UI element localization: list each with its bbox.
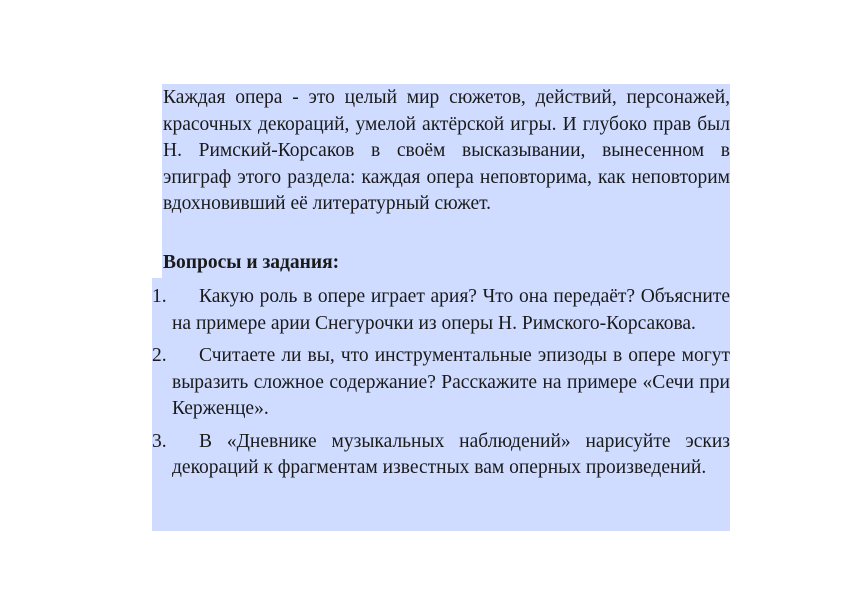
question-item [152, 284, 730, 337]
question-text: Считаете ли вы, что инструментальные эпизоды в опере могут выразить сложное содержание? Расскажите на примере «Сечи при Керженце». [172, 345, 730, 419]
intro-paragraph: Каждая опера - это целый мир сюжетов, действий, персонажей, красочных декораций, умелой актёрской игры. И глубоко прав был Н. Римский-Корсаков в своём высказывании, вынесенном в эпиграф этого раздела: каждая опера неповторима, как неповторим вдохновивший её литературный сюжет. [163, 87, 730, 214]
question-item [152, 343, 730, 423]
question-item [152, 429, 730, 482]
questions-list [152, 284, 730, 488]
question-text: В «Дневнике музыкальных наблюдений» нарисуйте эскиз декораций к фрагментам известных вам оперных произведений. [172, 430, 730, 478]
question-number: 1. [152, 286, 167, 307]
questions-heading: Вопросы и задания: [163, 252, 340, 273]
question-number: 3. [152, 430, 167, 452]
question-number: 2. [152, 345, 167, 366]
question-text: Какую роль в опере играет ария? Что она передаёт? Объясните на примере арии Снегурочки из оперы Н. Римского-Корсакова. [172, 286, 730, 334]
